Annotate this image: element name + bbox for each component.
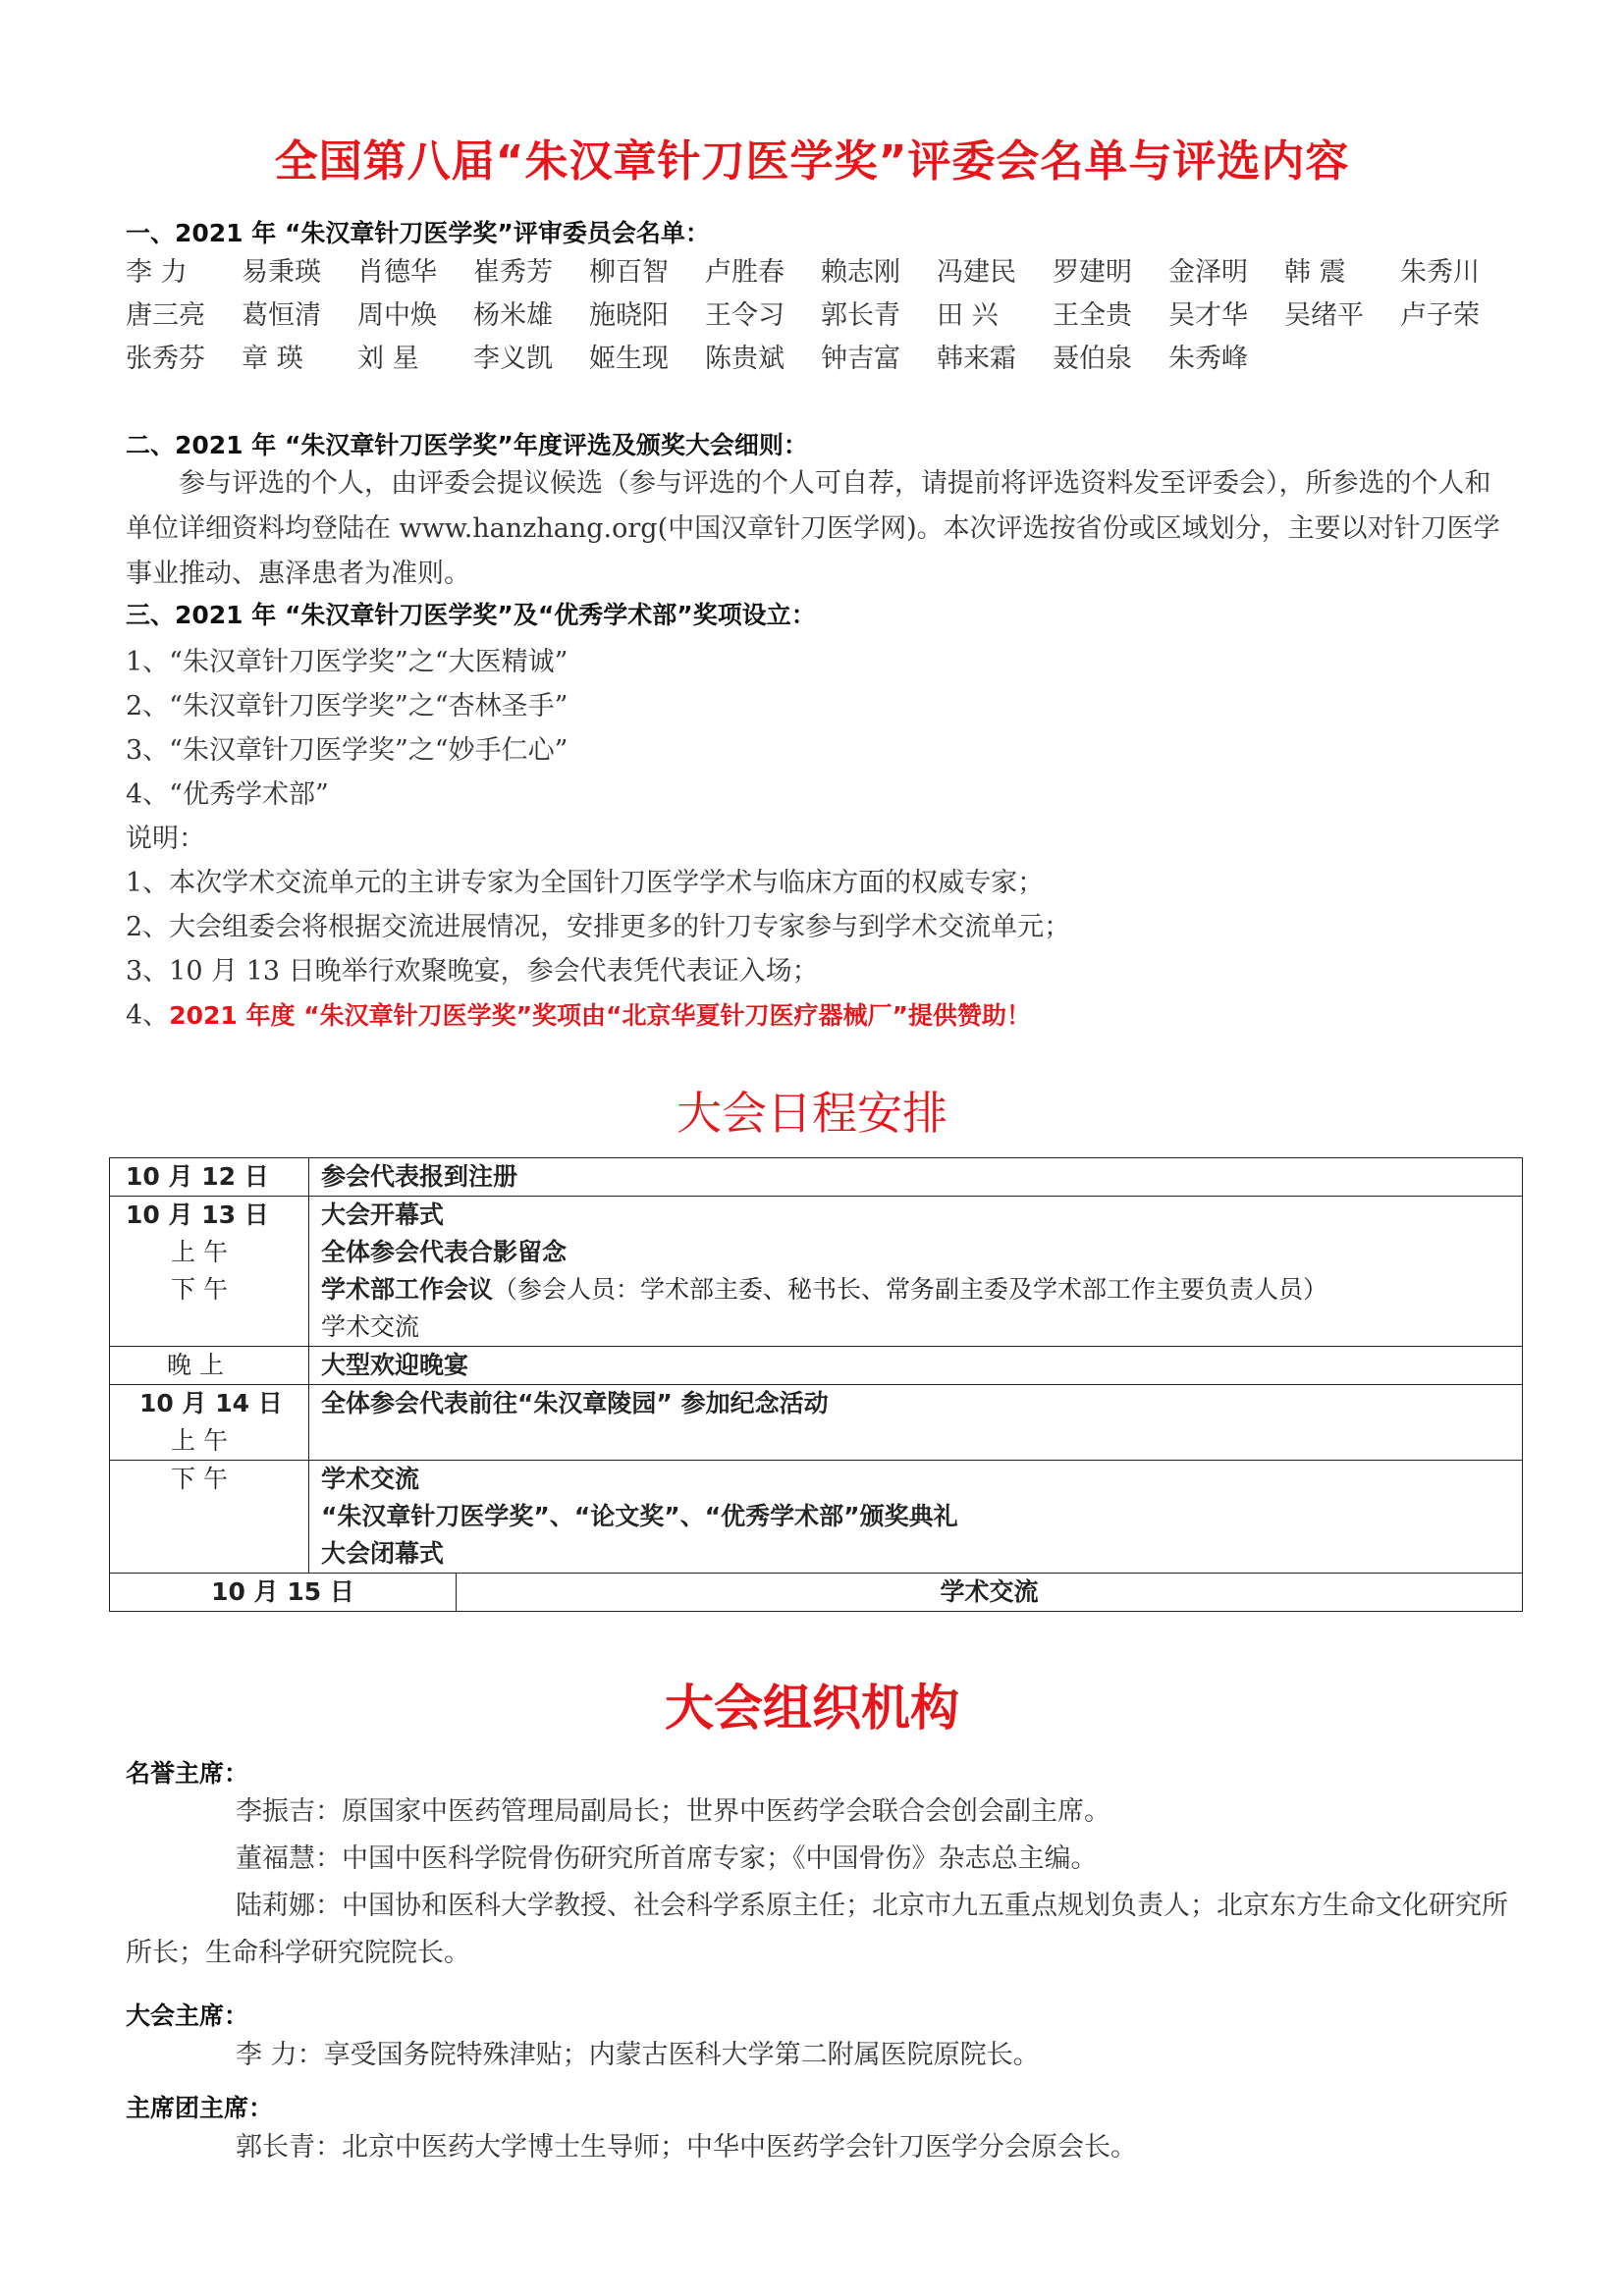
- event-label: 大会闭幕式: [321, 1539, 445, 1568]
- note-item: 1、本次学术交流单元的主讲专家为全国针刀医学学术与临床方面的权威专家；: [126, 868, 1045, 898]
- event-note: （参会人员：学术部主委、秘书长、常务副主委及学术部工作主要负责人员）: [493, 1275, 1328, 1304]
- committee-member-name: 肖德华: [357, 256, 437, 288]
- event-label: [309, 1271, 1522, 1308]
- event-meeting: 学术部工作会议: [321, 1275, 494, 1304]
- section2-text: 参与评选的个人，由评委会提议候选（参与评选的个人可自荐，请提前将评选资料发至评委会），所参选的个人和单位详细资料均登陆在 www.hanzhang.org(中国汉章针刀医学网)。本次评选按省份或区域划分，主要以对针刀医学事业推动、惠泽患者为准则。: [126, 468, 1500, 589]
- table-row: [110, 1158, 1523, 1197]
- committee-member-name: 冯建民: [937, 256, 1016, 288]
- event-label: 学术交流: [321, 1312, 420, 1341]
- award-item: 2、“朱汉章针刀医学奖”之“杏林圣手”: [126, 691, 568, 721]
- committee-member-name: 吴绪平: [1284, 299, 1364, 331]
- honorary-entry: [126, 1789, 1510, 1836]
- note-item: 3、10 月 13 日晚举行欢聚晚宴，参会代表凭代表证入场；: [126, 956, 819, 987]
- event-cell: [309, 1197, 1523, 1347]
- honorary-text: 陆莉娜：中国协和医科大学教授、社会科学系原主任；北京市九五重点规划负责人；北京东方生命文化研究所所长；生命科学研究院院长。: [126, 1891, 1508, 1968]
- committee-member-name: 卢胜春: [705, 256, 785, 288]
- committee-member-name: 施晓阳: [589, 299, 669, 331]
- committee-member-name: 唐三亮: [126, 299, 205, 331]
- date-cell: [110, 1158, 309, 1197]
- note-item-sponsor: [126, 993, 1031, 1032]
- event-label: 全体参会代表合影留念: [321, 1238, 568, 1266]
- committee-member-name: 姬生现: [589, 343, 669, 374]
- chair-text: 李 力：享受国务院特殊津贴；内蒙古医科大学第二附属医院原院长。: [236, 2040, 1040, 2070]
- event-label: 全体参会代表前往“朱汉章陵园” 参加纪念活动: [321, 1389, 829, 1417]
- committee-member-name: 易秉瑛: [242, 256, 321, 288]
- honorary-chair-label: 名誉主席：: [126, 1759, 249, 1788]
- honorary-entry: [126, 1836, 1510, 1883]
- date-cell: [110, 1385, 309, 1461]
- committee-member-name: 柳百智: [589, 256, 669, 288]
- event-label: 大型欢迎晚宴: [321, 1351, 469, 1379]
- section2-heading: 二、2021 年 “朱汉章针刀医学奖”年度评选及颁奖大会细则：: [126, 431, 808, 459]
- table-row: [110, 1385, 1523, 1461]
- committee-member-name: 朱秀川: [1400, 256, 1480, 288]
- congress-chair-entry: [126, 2032, 1510, 2079]
- date-label: 10 月 12 日: [126, 1162, 269, 1191]
- committee-member-name: 卢子荣: [1400, 299, 1480, 331]
- committee-member-name: 赖志刚: [821, 256, 900, 288]
- final-row-cell: [110, 1574, 1523, 1612]
- note4-prefix: 4、: [126, 1000, 170, 1031]
- event-label: 学术交流: [321, 1465, 420, 1493]
- congress-chair-label: 大会主席：: [126, 2002, 249, 2030]
- date-cell: [110, 1197, 309, 1347]
- committee-member-name: 田 兴: [937, 299, 999, 331]
- committee-member-name: 陈贵斌: [705, 343, 785, 374]
- event-label: 大会开幕式: [321, 1201, 445, 1229]
- time-label: 上 午: [171, 1238, 228, 1266]
- event-label: “朱汉章针刀医学奖”、“论文奖”、“优秀学术部”颁奖典礼: [321, 1502, 958, 1530]
- committee-member-name: 朱秀峰: [1168, 343, 1248, 374]
- date-label: 10 月 15 日: [110, 1574, 457, 1611]
- table-row: [110, 1197, 1523, 1347]
- event-cell: [309, 1158, 1523, 1197]
- committee-member-name: 王全贵: [1053, 299, 1132, 331]
- committee-member-name: 王令习: [705, 299, 785, 331]
- committee-member-name: 李义凯: [473, 343, 553, 374]
- names-row: [126, 291, 1520, 334]
- committee-names: [126, 247, 1520, 377]
- committee-member-name: 刘 星: [357, 343, 419, 374]
- schedule-title: 大会日程安排: [677, 1087, 947, 1140]
- committee-member-name: 周中焕: [357, 299, 437, 331]
- honorary-entry: [126, 1883, 1510, 1977]
- date-cell: [110, 1461, 309, 1574]
- honorary-text: 董福慧：中国中医科学院骨伤研究所首席专家；《中国骨伤》杂志总主编。: [236, 1843, 1098, 1874]
- committee-member-name: 章 瑛: [242, 343, 303, 374]
- committee-member-name: 聂伯泉: [1053, 343, 1132, 374]
- award-item: 4、“优秀学术部”: [126, 779, 329, 810]
- presidium-text: 郭长青：北京中医药大学博士生导师；中华中医药学会针刀医学分会原会长。: [236, 2132, 1137, 2163]
- note-item: 2、大会组委会将根据交流进展情况，安排更多的针刀专家参与到学术交流单元；: [126, 912, 1071, 942]
- committee-member-name: 张秀芬: [126, 343, 205, 374]
- event-cell: [309, 1347, 1523, 1385]
- sponsor-text: 2021 年度 “朱汉章针刀医学奖”奖项由“北京华夏针刀医疗器械厂”提供赞助！: [169, 1001, 1031, 1030]
- honorary-text: 李振吉：原国家中医药管理局副局长；世界中医药学会联合会创会副主席。: [236, 1796, 1110, 1827]
- event-label: 参会代表报到注册: [321, 1162, 518, 1191]
- note-label: 说明：: [126, 824, 205, 854]
- section3-heading: 三、2021 年 “朱汉章针刀医学奖”及“优秀学术部”奖项设立：: [126, 601, 816, 629]
- table-row: [110, 1461, 1523, 1574]
- main-title: 全国第八届“朱汉章针刀医学奖”评委会名单与评选内容: [274, 136, 1350, 187]
- committee-member-name: 韩 震: [1284, 256, 1346, 288]
- schedule-table: [109, 1157, 1523, 1612]
- time-label: 晚 上: [167, 1351, 224, 1379]
- time-label: 下 午: [171, 1275, 228, 1304]
- event-cell: [309, 1461, 1523, 1574]
- date-label: 10 月 13 日: [126, 1201, 269, 1229]
- committee-member-name: 钟吉富: [821, 343, 900, 374]
- presidium-chair-entry: [126, 2124, 1510, 2171]
- time-label: 上 午: [171, 1426, 228, 1455]
- event-label: 学术交流: [940, 1577, 1039, 1606]
- committee-member-name: 崔秀芳: [473, 256, 553, 288]
- time-label: 下 午: [171, 1465, 228, 1493]
- organization-title: 大会组织机构: [665, 1680, 959, 1736]
- section1-heading: 一、2021 年 “朱汉章针刀医学奖”评审委员会名单：: [126, 219, 710, 247]
- committee-member-name: 杨米雄: [473, 299, 553, 331]
- names-row: [126, 334, 1520, 377]
- committee-member-name: 金泽明: [1168, 256, 1248, 288]
- date-cell: [110, 1347, 309, 1385]
- award-item: 3、“朱汉章针刀医学奖”之“妙手仁心”: [126, 735, 568, 766]
- committee-member-name: 罗建明: [1053, 256, 1132, 288]
- committee-member-name: 葛恒清: [242, 299, 321, 331]
- award-item: 1、“朱汉章针刀医学奖”之“大医精诚”: [126, 647, 568, 677]
- table-row: [110, 1347, 1523, 1385]
- event-cell: [309, 1385, 1523, 1461]
- table-row: [110, 1574, 1523, 1612]
- date-label: 10 月 14 日: [139, 1389, 283, 1417]
- committee-member-name: 郭长青: [821, 299, 900, 331]
- committee-member-name: 李 力: [126, 256, 188, 288]
- committee-member-name: 吴才华: [1168, 299, 1248, 331]
- presidium-chair-label: 主席团主席：: [126, 2094, 274, 2122]
- committee-member-name: 韩来霜: [937, 343, 1016, 374]
- section2-body: [126, 461, 1510, 597]
- names-row: [126, 247, 1520, 291]
